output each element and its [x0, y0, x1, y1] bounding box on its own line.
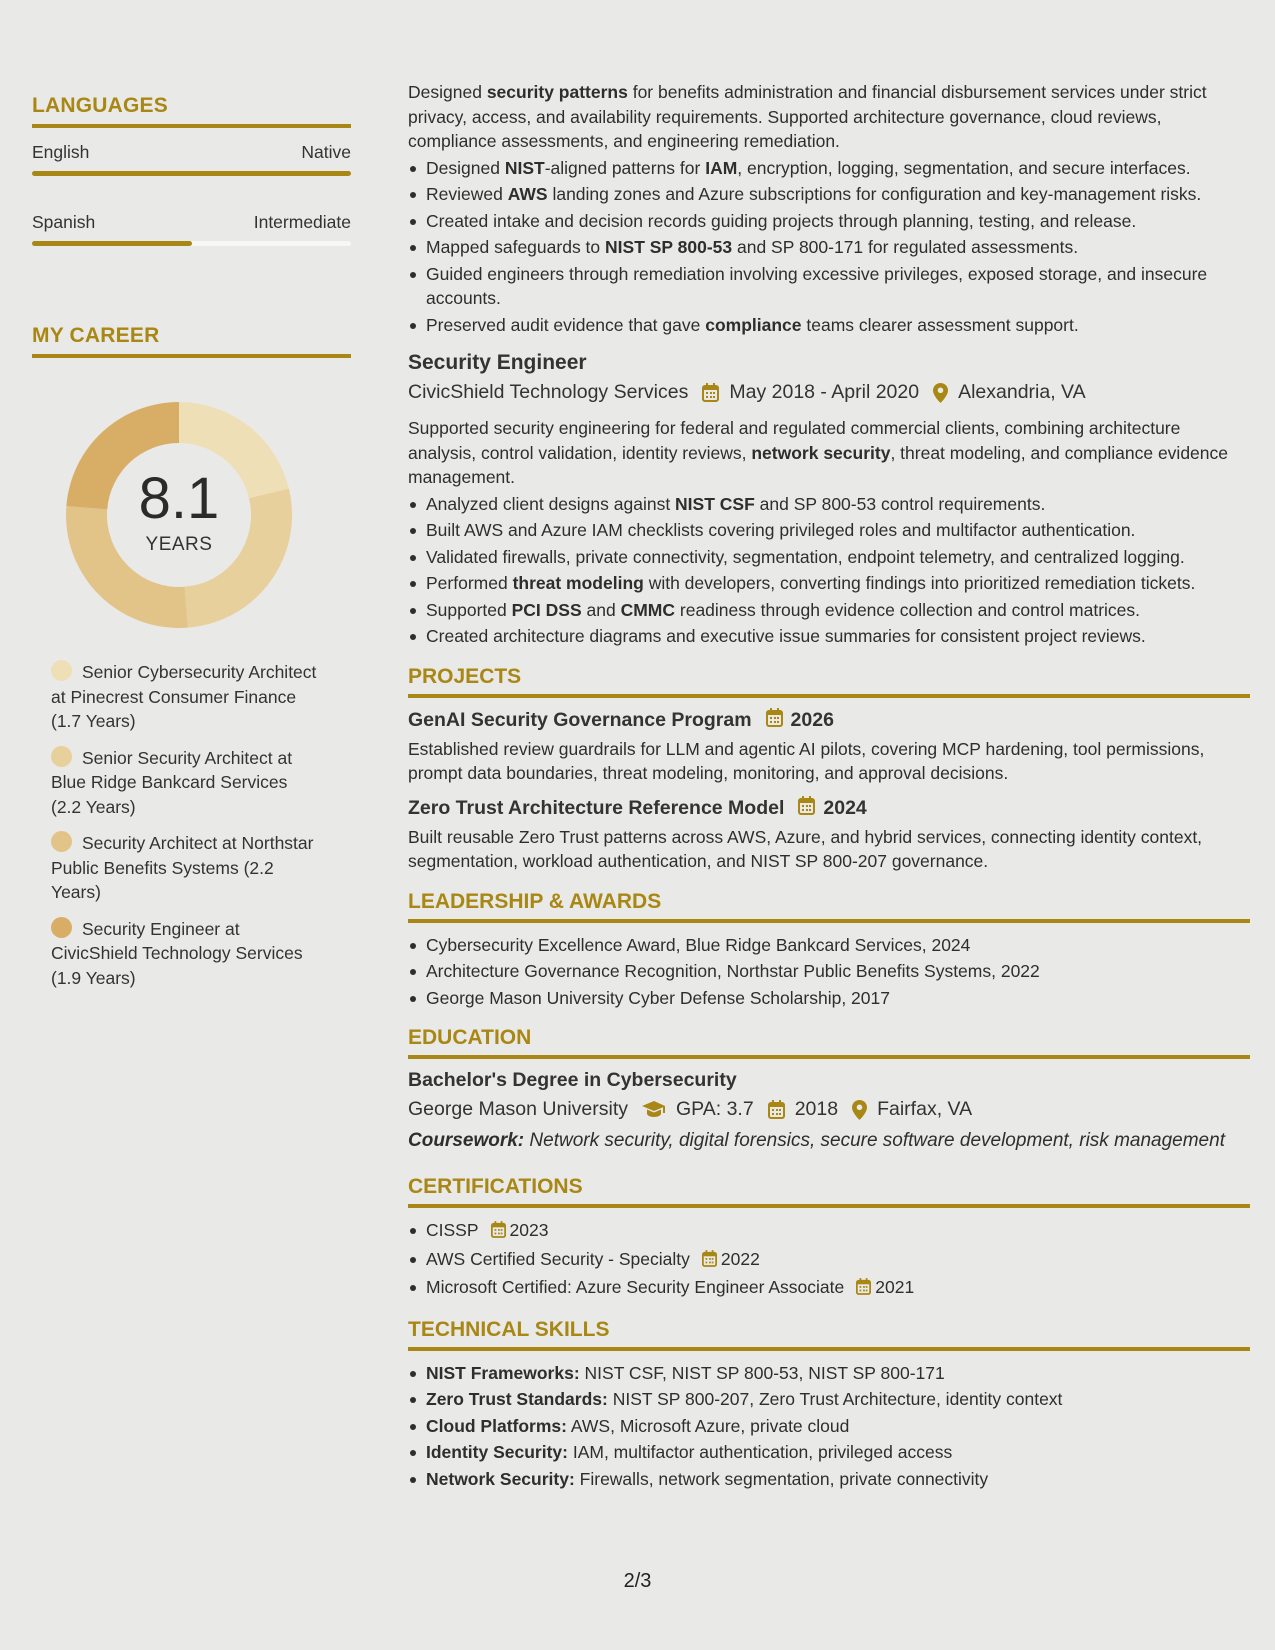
school-name: George Mason University [408, 1098, 629, 1120]
graduation-year: 2018 [794, 1098, 839, 1120]
job-dates: May 2018 - April 2020 [729, 381, 920, 403]
project-description: Established review guardrails for LLM and agentic AI pilots, covering MCP hardening, tool permissions, prompt data boundaries, threat modeling, monitoring, and approval decisions. [408, 738, 1205, 783]
skill-item [408, 1467, 1250, 1492]
cert-item [408, 1218, 1250, 1245]
language-item [32, 142, 351, 176]
skill-item [408, 1361, 1250, 1386]
skill-label: NIST Frameworks: [426, 1362, 580, 1383]
calendar-icon [702, 383, 719, 402]
bullet-item: Performed threat modeling with developers, converting findings into prioritized remediation tickets. [408, 571, 1250, 596]
languages-heading: LANGUAGES [32, 94, 351, 128]
coursework-label: Coursework: [408, 1130, 525, 1151]
job-meta [408, 381, 1250, 404]
calendar-icon [491, 1220, 506, 1245]
award-item: Cybersecurity Excellence Award, Blue Ridge Bankcard Services, 2024 [408, 933, 1250, 958]
language-bar-fill [32, 171, 351, 176]
project-year: 2024 [823, 796, 867, 819]
skill-value: AWS, Microsoft Azure, private cloud [566, 1415, 850, 1436]
prev-job-summary: Designed security patterns for benefits administration and financial disbursement services under strict privacy, access, and availability requirements. Supported architecture governance, cloud reviews, compliance assessments, and engineering remediation. [408, 82, 1207, 151]
job-location: Alexandria, VA [958, 381, 1086, 403]
cert-item [408, 1275, 1250, 1302]
calendar-icon [766, 708, 783, 733]
bullet-item: Analyzed client designs against NIST CSF and SP 800-53 control requirements. [408, 492, 1250, 517]
coursework [408, 1129, 1250, 1153]
skill-item [408, 1387, 1250, 1412]
legend-dot [51, 917, 72, 938]
cert-name: CISSP [426, 1220, 479, 1240]
legend-item [51, 660, 322, 734]
skill-label: Zero Trust Standards: [426, 1389, 608, 1409]
skill-value: NIST SP 800-207, Zero Trust Architecture, identity context [607, 1389, 1063, 1409]
career-section [32, 324, 351, 990]
language-item [32, 212, 351, 246]
company-name: CivicShield Technology Services [408, 381, 689, 403]
bullet-item: Supported PCI DSS and CMMC readiness through evidence collection and control matrices. [408, 598, 1250, 623]
bullet-item: Created architecture diagrams and executive issue summaries for consistent project reviews. [408, 624, 1250, 649]
cert-year: 2021 [875, 1277, 915, 1297]
cert-year: 2022 [720, 1248, 760, 1269]
graduation-cap-icon [642, 1101, 666, 1118]
job-title: Security Engineer [408, 351, 587, 374]
skill-value: Firewalls, network segmentation, private connectivity [574, 1468, 989, 1489]
location-pin-icon [852, 1100, 867, 1120]
skill-item [408, 1414, 1250, 1439]
career-legend [32, 660, 322, 990]
projects-heading: PROJECTS [408, 665, 1250, 698]
degree-title: Bachelor's Degree in Cybersecurity [408, 1069, 737, 1091]
legend-label: Senior Security Architect at Blue Ridge Bankcard Services (2.2 Years) [51, 747, 293, 817]
awards-heading: LEADERSHIP & AWARDS [408, 890, 1250, 923]
bullet-item: Guided engineers through remediation involving excessive privileges, exposed storage, and insecure accounts. [408, 262, 1250, 311]
certifications-heading: CERTIFICATIONS [408, 1175, 1250, 1208]
school-location: Fairfax, VA [877, 1098, 973, 1120]
skills-list [408, 1361, 1250, 1492]
award-item: Architecture Governance Recognition, Northstar Public Benefits Systems, 2022 [408, 959, 1250, 984]
language-bar [32, 241, 351, 246]
job-bullets [408, 492, 1250, 649]
legend-label: Security Engineer at CivicShield Technology Services (1.9 Years) [51, 918, 303, 988]
skill-value: IAM, multifactor authentication, privileged access [567, 1442, 953, 1462]
language-name: English [32, 142, 90, 162]
calendar-icon [768, 1100, 785, 1119]
project-name: GenAI Security Governance Program [408, 708, 752, 731]
bullet-item: Designed NIST-aligned patterns for IAM, encryption, logging, segmentation, and secure interfaces. [408, 156, 1250, 181]
prev-job-bullets [408, 156, 1250, 338]
calendar-icon [702, 1249, 717, 1274]
career-heading: MY CAREER [32, 324, 351, 358]
legend-label: Security Architect at Northstar Public Benefits Systems (2.2 Years) [51, 833, 314, 902]
legend-label: Senior Cybersecurity Architect at Pinecrest Consumer Finance (1.7 Years) [51, 662, 317, 731]
project-name: Zero Trust Architecture Reference Model [408, 796, 785, 819]
language-name: Spanish [32, 212, 96, 232]
skill-value: NIST CSF, NIST SP 800-53, NIST SP 800-171 [579, 1362, 945, 1383]
language-level: Native [301, 142, 351, 162]
skill-item [408, 1440, 1250, 1465]
legend-dot [51, 660, 72, 681]
cert-name: AWS Certified Security - Specialty [426, 1248, 690, 1269]
education-meta [408, 1098, 1250, 1121]
bullet-item: Built AWS and Azure IAM checklists covering privileged roles and multifactor authentication. [408, 518, 1250, 543]
job-summary: Supported security engineering for federal and regulated commercial clients, combining architecture analysis, control validation, identity reviews, network security, threat modeling, and compliance evidence management. [408, 418, 1229, 487]
language-bar-fill [32, 241, 192, 246]
gpa: GPA: 3.7 [676, 1098, 754, 1120]
cert-year: 2023 [509, 1220, 549, 1240]
certifications-list [408, 1218, 1250, 1302]
page-number: 2/3 [623, 1570, 652, 1592]
bullet-item: Reviewed AWS landing zones and Azure subscriptions for configuration and key-management risks. [408, 182, 1250, 207]
skills-heading: TECHNICAL SKILLS [408, 1318, 1250, 1351]
cert-item [408, 1247, 1250, 1274]
project-title [408, 708, 1250, 733]
bullet-item: Preserved audit evidence that gave compliance teams clearer assessment support. [408, 313, 1250, 338]
calendar-icon [856, 1277, 871, 1302]
project-title [408, 796, 1250, 821]
legend-dot [51, 746, 72, 767]
legend-dot [51, 831, 72, 852]
education-heading: EDUCATION [408, 1026, 1250, 1059]
language-level: Intermediate [253, 212, 351, 232]
project-description: Built reusable Zero Trust patterns across AWS, Azure, and hybrid services, connecting identity context, segmentation, workload authentication, and NIST SP 800-207 governance. [408, 826, 1203, 871]
skill-label: Identity Security: [426, 1442, 568, 1462]
career-total-years: 8.1 [138, 466, 220, 531]
legend-item [51, 831, 322, 905]
awards-list [408, 933, 1250, 1011]
award-item: George Mason University Cyber Defense Scholarship, 2017 [408, 986, 1250, 1011]
legend-item [51, 917, 322, 991]
left-column [32, 94, 351, 1002]
legend-item [51, 746, 322, 820]
skill-label: Network Security: [426, 1468, 575, 1489]
project-year: 2026 [790, 708, 834, 731]
bullet-item: Created intake and decision records guiding projects through planning, testing, and release. [408, 209, 1250, 234]
coursework-text: Network security, digital forensics, secure software development, risk management [524, 1130, 1225, 1151]
language-bar [32, 171, 351, 176]
calendar-icon [798, 796, 815, 821]
career-years-label: YEARS [145, 534, 213, 555]
right-column [408, 80, 1250, 1493]
skill-label: Cloud Platforms: [426, 1415, 567, 1436]
bullet-item: Validated firewalls, private connectivity, segmentation, endpoint telemetry, and centralized logging. [408, 545, 1250, 570]
bullet-item: Mapped safeguards to NIST SP 800-53 and SP 800-171 for regulated assessments. [408, 235, 1250, 260]
cert-name: Microsoft Certified: Azure Security Engineer Associate [426, 1277, 845, 1297]
career-donut-chart [64, 400, 294, 630]
location-pin-icon [933, 383, 948, 403]
